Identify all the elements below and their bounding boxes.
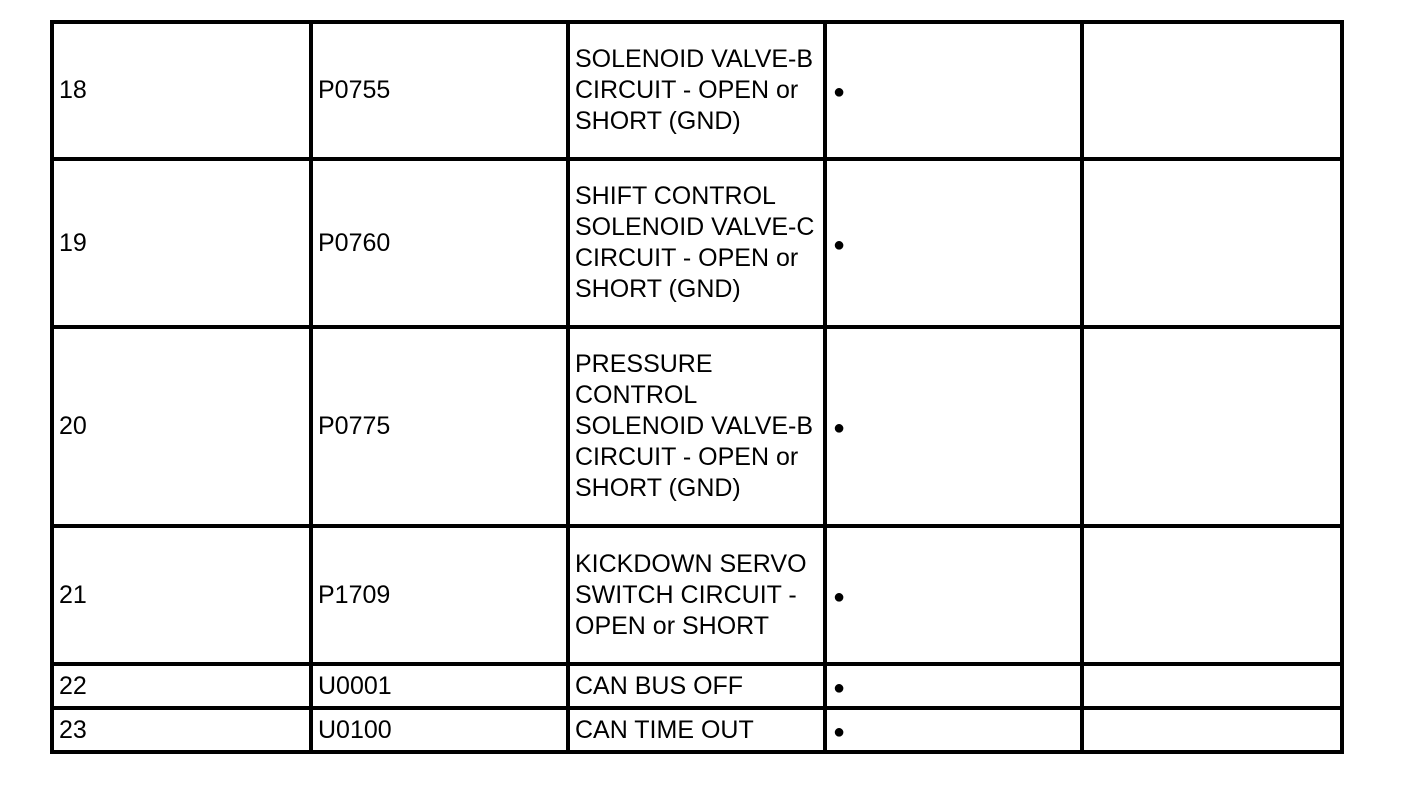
table-row bbox=[52, 708, 1342, 752]
dtc-code: P1709 bbox=[311, 526, 568, 664]
dtc-code: P0775 bbox=[311, 327, 568, 526]
bullet-icon: ● bbox=[833, 417, 846, 439]
empty-cell bbox=[1082, 526, 1342, 664]
row-number: 21 bbox=[52, 526, 311, 664]
indicator-cell bbox=[825, 708, 1082, 752]
dtc-description-text: SHIFT CONTROL SOLENOID VALVE-C CIRCUIT - OPEN or SHORT (GND) bbox=[575, 182, 815, 303]
dtc-code: P0760 bbox=[311, 159, 568, 327]
dtc-description-text: SOLENOID VALVE-B CIRCUIT - OPEN or SHORT (GND) bbox=[575, 45, 814, 135]
indicator-cell bbox=[825, 664, 1082, 708]
empty-cell bbox=[1082, 664, 1342, 708]
table-row bbox=[52, 664, 1342, 708]
row-number: 19 bbox=[52, 159, 311, 327]
dtc-code: U0100 bbox=[311, 708, 568, 752]
bullet-icon: ● bbox=[833, 676, 846, 699]
empty-cell bbox=[1082, 22, 1342, 159]
dtc-description bbox=[568, 159, 825, 327]
indicator-cell bbox=[825, 526, 1082, 664]
table-row bbox=[52, 22, 1342, 159]
dtc-description bbox=[568, 664, 825, 708]
row-number: 22 bbox=[52, 664, 311, 708]
dtc-table bbox=[50, 20, 1344, 754]
table-row bbox=[52, 526, 1342, 664]
dtc-description-text: PRESSURE CONTROL SOLENOID VALVE-B CIRCUIT - OPEN or SHORT (GND) bbox=[575, 350, 814, 502]
empty-cell bbox=[1082, 327, 1342, 526]
row-number: 20 bbox=[52, 327, 311, 526]
bullet-icon: ● bbox=[833, 81, 846, 103]
indicator-cell bbox=[825, 159, 1082, 327]
empty-cell bbox=[1082, 159, 1342, 327]
empty-cell bbox=[1082, 708, 1342, 752]
dtc-description bbox=[568, 526, 825, 664]
bullet-icon: ● bbox=[833, 585, 846, 608]
dtc-code: P0755 bbox=[311, 22, 568, 159]
row-number: 18 bbox=[52, 22, 311, 159]
dtc-description-text: CAN BUS OFF bbox=[575, 671, 744, 700]
dtc-description-text: CAN TIME OUT bbox=[575, 715, 754, 744]
bullet-icon: ● bbox=[833, 233, 846, 256]
dtc-description bbox=[568, 22, 825, 159]
table-row bbox=[52, 327, 1342, 526]
indicator-cell bbox=[825, 22, 1082, 159]
row-number: 23 bbox=[52, 708, 311, 752]
dtc-description bbox=[568, 708, 825, 752]
dtc-description bbox=[568, 327, 825, 526]
dtc-code: U0001 bbox=[311, 664, 568, 708]
indicator-cell bbox=[825, 327, 1082, 526]
bullet-icon: ● bbox=[833, 720, 846, 743]
table-row bbox=[52, 159, 1342, 327]
dtc-description-text: KICKDOWN SERVO SWITCH CIRCUIT - OPEN or SHORT bbox=[575, 549, 807, 640]
